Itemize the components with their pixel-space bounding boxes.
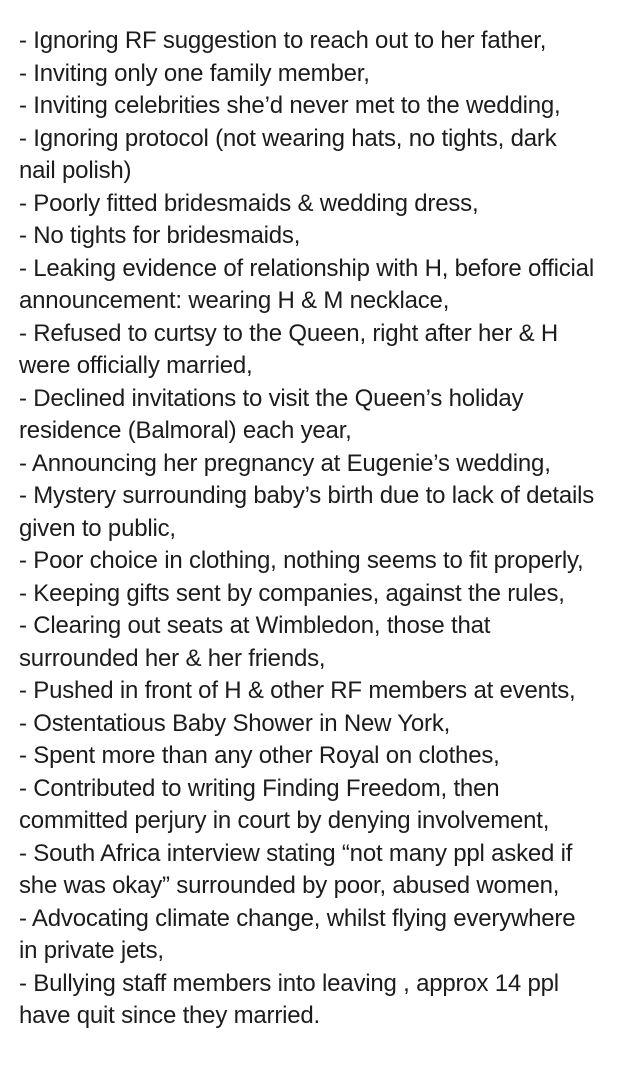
text-line: - Announcing her pregnancy at Eugenie’s wedding,: [19, 449, 551, 477]
text-line: - Inviting only one family member,: [19, 59, 370, 87]
text-line: - Poorly fitted bridesmaids & wedding dress,: [19, 189, 479, 217]
text-line: - Ignoring protocol (not wearing hats, no tights, dark: [19, 124, 557, 152]
text-line: - Leaking evidence of relationship with H, before official: [19, 254, 594, 282]
text-line: - Bullying staff members into leaving , approx 14 ppl: [19, 969, 559, 997]
grievance-list: [19, 25, 631, 1033]
text-line: - Advocating climate change, whilst flying everywhere: [19, 904, 576, 932]
text-line: - Mystery surrounding baby’s birth due to lack of details: [19, 482, 595, 509]
text-line: - Pushed in front of H & other RF members at events,: [19, 677, 576, 704]
text-line: residence (Balmoral) each year,: [19, 417, 352, 444]
text-line: - South Africa interview stating “not many ppl asked if: [19, 839, 573, 867]
text-line: she was okay” surrounded by poor, abused women,: [19, 872, 560, 899]
text-line: - Keeping gifts sent by companies, against the rules,: [19, 579, 565, 607]
text-line: - Ignoring RF suggestion to reach out to her father,: [19, 27, 547, 54]
text-line: - Inviting celebrities she’d never met to the wedding,: [19, 92, 561, 119]
text-line: surrounded her & her friends,: [19, 644, 326, 672]
text-line: announcement: wearing H & M necklace,: [19, 287, 450, 314]
text-line: - Declined invitations to visit the Queen’s holiday: [19, 384, 524, 412]
text-line: - Clearing out seats at Wimbledon, those that: [19, 612, 491, 639]
text-line: given to public,: [19, 514, 176, 542]
text-line: committed perjury in court by denying involvement,: [19, 807, 550, 834]
text-line: were officially married,: [19, 352, 253, 379]
text-line: - Poor choice in clothing, nothing seems to fit properly,: [19, 547, 584, 574]
text-line: - Spent more than any other Royal on clothes,: [19, 742, 500, 769]
text-line: have quit since they married.: [19, 1002, 321, 1029]
text-line: - Contributed to writing Finding Freedom, then: [19, 774, 500, 802]
text-line: in private jets,: [19, 937, 164, 964]
text-line: - Refused to curtsy to the Queen, right after her & H: [19, 319, 558, 347]
text-line: - Ostentatious Baby Shower in New York,: [19, 709, 451, 737]
text-line: - No tights for bridesmaids,: [19, 222, 301, 249]
text-line: nail polish): [19, 157, 132, 184]
